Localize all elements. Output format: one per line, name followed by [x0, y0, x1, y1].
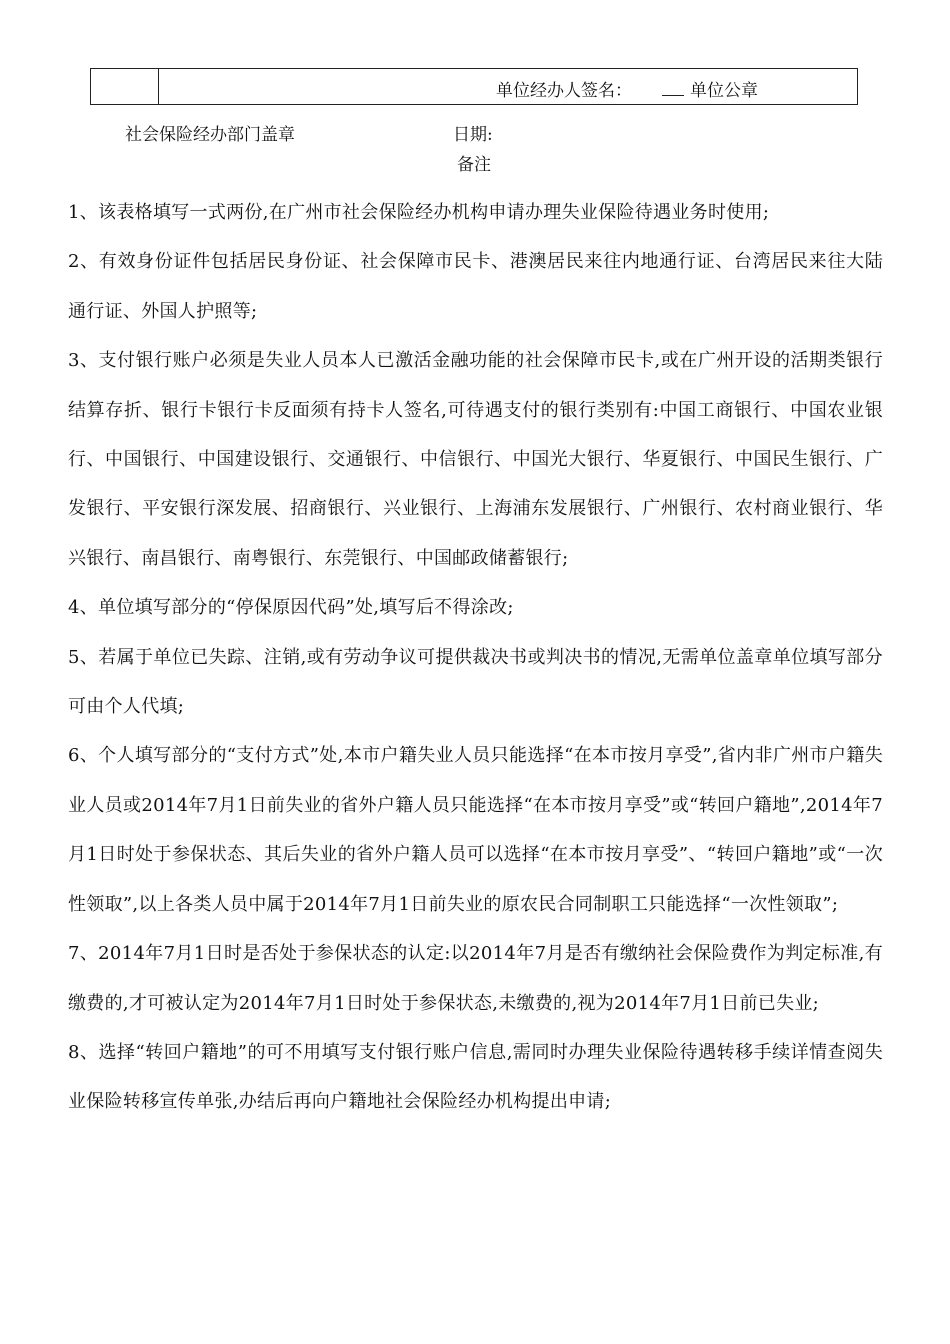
note-item: 6、个人填写部分的“支付方式”处,本市户籍失业人员只能选择“在本市按月享受”,省内非广州市户籍失业人员或2014年7月1日前失业的省外户籍人员只能选择“在本市按月享受”或“转回户籍地”,2014年7月1日时处于参保状态、其后失业的省外户籍人员可以选择“在本市按月享受”、“转回户籍地”或“一次性领取”,以上各类人员中属于2014年7月1日前失业的原农民合同制职工只能选择“一次性领取”; [68, 745, 883, 915]
table-divider [158, 69, 159, 104]
notes-list [68, 188, 883, 1127]
date-label: 日期: [453, 125, 493, 145]
note-item: 5、若属于单位已失踪、注销,或有劳动争议可提供裁决书或判决书的情况,无需单位盖章单位填写部分可由个人代填; [68, 646, 883, 718]
stamp-label: 社会保险经办部门盖章 [125, 125, 295, 145]
signature-row [496, 76, 758, 101]
handler-signature-label: 单位经办人签名： [496, 81, 632, 101]
signature-blank [662, 81, 684, 96]
note-item: 7、2014年7月1日时是否处于参保状态的认定:以2014年7月是否有缴纳社会保险费作为判定标准,有缴费的,才可被认定为2014年7月1日时处于参保状态,未缴费的,视为2014年7月1日前已失业; [68, 943, 883, 1014]
remarks-title: 备注 [457, 155, 491, 175]
note-item: 2、有效身份证件包括居民身份证、社会保障市民卡、港澳居民来往内地通行证、台湾居民来往大陆通行证、外国人护照等; [68, 251, 883, 322]
note-item: 4、单位填写部分的“停保原因代码”处,填写后不得涂改; [68, 597, 514, 619]
signature-table [90, 68, 858, 105]
note-item: 8、选择“转回户籍地”的可不用填写支付银行账户信息,需同时办理失业保险待遇转移手续详情查阅失业保险转移宣传单张,办结后再向户籍地社会保险经办机构提出申请; [68, 1041, 883, 1113]
unit-seal-label: 单位公章 [690, 81, 758, 101]
note-item: 3、支付银行账户必须是失业人员本人已激活金融功能的社会保障市民卡,或在广州开设的活期类银行结算存折、银行卡银行卡反面须有持卡人签名,可待遇支付的银行类别有:中国工商银行、中国农业银行、中国银行、中国建设银行、交通银行、中信银行、中国光大银行、华夏银行、中国民生银行、广发银行、平安银行深发展、招商银行、兴业银行、上海浦东发展银行、广州银行、农村商业银行、华兴银行、南昌银行、南粤银行、东莞银行、中国邮政储蓄银行; [68, 350, 883, 569]
note-item: 1、该表格填写一式两份,在广州市社会保险经办机构申请办理失业保险待遇业务时使用; [68, 202, 770, 223]
